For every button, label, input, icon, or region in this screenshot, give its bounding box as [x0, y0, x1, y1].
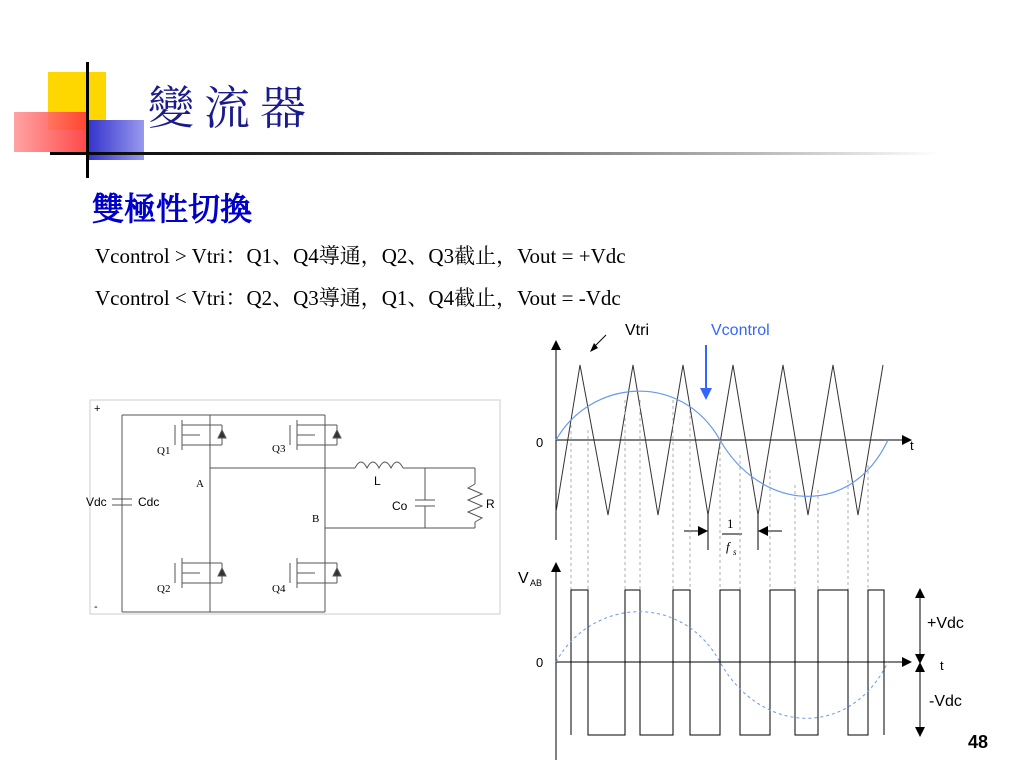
label-q1: Q1	[157, 445, 171, 457]
label-q2: Q2	[157, 583, 171, 595]
label-node-a: A	[196, 478, 204, 490]
label-vdc: Vdc	[86, 495, 107, 509]
label-vab-subscript: AB	[530, 578, 543, 588]
label-cdc: Cdc	[138, 495, 160, 509]
minus-vdc-arrow-bottom	[915, 727, 925, 737]
period-arrowhead-left	[698, 526, 708, 536]
fraction-numerator: 1	[727, 516, 734, 531]
resistor-r	[468, 484, 482, 522]
label-vab: V	[518, 570, 529, 587]
page-title: 變流器	[148, 81, 316, 135]
fraction-subscript: s	[733, 547, 737, 557]
vab-waveform-plot	[551, 562, 925, 760]
label-q3: Q3	[272, 443, 286, 455]
vcontrol-waveform	[556, 391, 888, 496]
period-arrowhead-right	[758, 526, 768, 536]
mosfet-q1	[175, 420, 226, 450]
minus-vdc-arrow-top	[915, 662, 925, 672]
label-plus: +	[94, 403, 101, 415]
label-capacitor: Co	[392, 499, 408, 513]
top-y-axis-arrow	[551, 340, 561, 350]
mosfet-q2	[175, 558, 226, 588]
vcontrol-pointer-head	[700, 388, 712, 400]
label-resistor: R	[486, 497, 495, 511]
condition-line-2: Vcontrol < Vtri：Q2、Q3導通，Q1、Q4截止，Vout = -Vdc	[95, 286, 621, 310]
label-q4: Q4	[272, 583, 286, 595]
inductor-l	[355, 462, 403, 468]
condition-line-1: Vcontrol > Vtri：Q1、Q4導通，Q2、Q3截止，Vout = +Vdc	[95, 244, 626, 268]
label-minus: -	[94, 601, 98, 613]
page-number: 48	[967, 732, 988, 752]
bottom-y-axis-arrow	[551, 562, 561, 572]
mosfet-q3	[290, 420, 341, 450]
label-vtri: Vtri	[625, 322, 649, 339]
bottom-x-axis-arrow	[902, 657, 912, 667]
plus-vdc-arrow-top	[915, 588, 925, 598]
mosfet-q4	[290, 558, 341, 588]
vab-fundamental	[556, 612, 888, 719]
label-node-b: B	[312, 513, 320, 525]
bottom-plot-labels	[518, 570, 964, 710]
label-top-zero: 0	[536, 435, 544, 450]
label-plus-vdc: +Vdc	[927, 615, 964, 632]
label-bottom-t: t	[940, 658, 944, 673]
section-subtitle: 雙極性切換	[92, 190, 253, 228]
label-top-t: t	[910, 438, 914, 453]
label-bottom-zero: 0	[536, 655, 544, 670]
label-inductor: L	[374, 474, 381, 488]
label-minus-vdc: -Vdc	[929, 693, 962, 710]
fraction-denominator: f	[726, 539, 730, 554]
label-vcontrol: Vcontrol	[711, 322, 770, 339]
